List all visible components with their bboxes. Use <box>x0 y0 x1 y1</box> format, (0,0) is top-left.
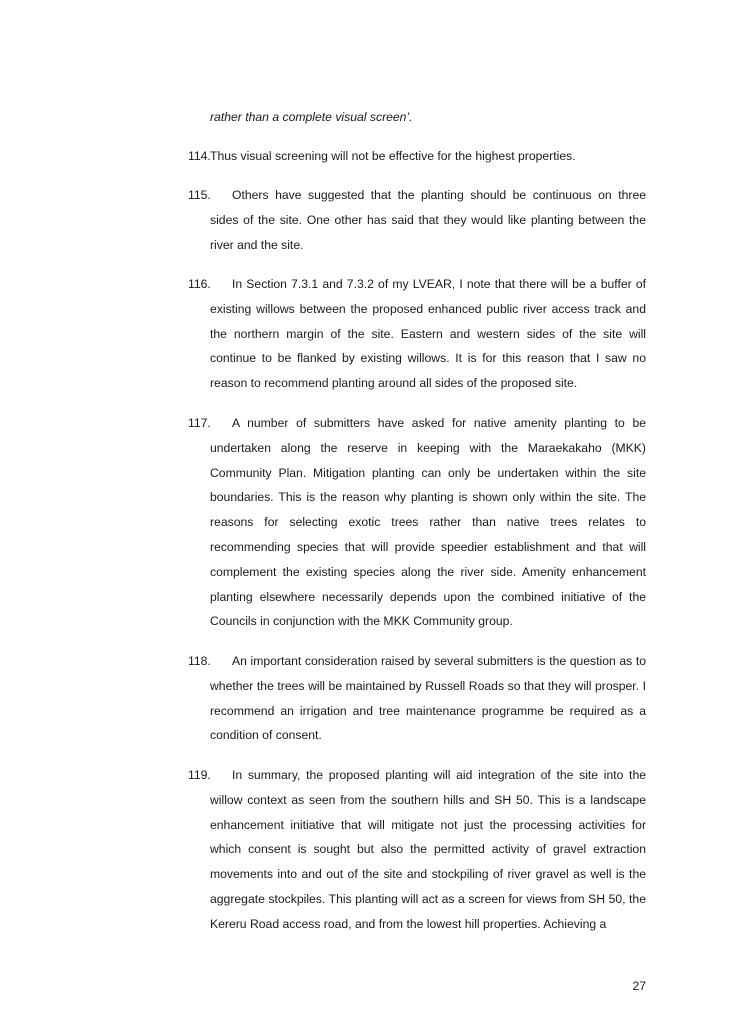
paragraph-116 <box>188 272 646 396</box>
paragraph-number: 118. <box>188 654 211 668</box>
paragraph-number: 119. <box>188 768 211 782</box>
paragraph-number: 116. <box>188 277 211 291</box>
page-number: 27 <box>632 979 646 993</box>
paragraph-117 <box>188 411 646 634</box>
paragraph-text: A number of submitters have asked for native amenity planting to be undertaken along the reserve in keeping with the Maraekakaho (MKK) Community Plan. Mitigation planting can only be undertaken within the site boundaries. This is the reason why planting is shown only within the site. The reasons for selecting exotic trees rather than native trees relates to recommending species that will provide speedier establishment and that will complement the existing species along the river side. Amenity enhancement planting elsewhere necessarily depends upon the combined initiative of the Councils in conjunction with the MKK Community group. <box>210 416 646 629</box>
paragraph-114 <box>188 144 646 169</box>
paragraph-118 <box>188 649 646 748</box>
paragraph-text: Thus visual screening will not be effective for the highest properties. <box>210 149 576 163</box>
paragraph-text: An important consideration raised by several submitters is the question as to whether the trees will be maintained by Russell Roads so that they will prosper. I recommend an irrigation and tree maintenance programme be required as a condition of consent. <box>210 654 646 743</box>
paragraph-text: In Section 7.3.1 and 7.3.2 of my LVEAR, I note that there will be a buffer of existing willows between the proposed enhanced public river access track and the northern margin of the site. Eastern and western sides of the site will continue to be flanked by existing willows. It is for this reason that I saw no reason to recommend planting around all sides of the proposed site. <box>210 277 646 391</box>
paragraph-number: 114. <box>188 149 211 163</box>
paragraph-115 <box>188 183 646 257</box>
paragraph-number: 115. <box>188 188 211 202</box>
paragraph-text: Others have suggested that the planting should be continuous on three sides of the site. One other has said that they would like planting between the river and the site. <box>210 188 646 252</box>
quote-continuation: rather than a complete visual screen’. <box>210 110 413 124</box>
paragraph-text: In summary, the proposed planting will aid integration of the site into the willow context as seen from the southern hills and SH 50. This is a landscape enhancement initiative that will mitigate not just the processing activities for which consent is sought but also the permitted activity of gravel extraction movements into and out of the site and stockpiling of river gravel as well is the aggregate stockpiles. This planting will act as a screen for views from SH 50, the Kereru Road access road, and from the lowest hill properties. Achieving a <box>210 768 646 931</box>
paragraph-number: 117. <box>188 416 211 430</box>
paragraph-119 <box>188 763 646 937</box>
